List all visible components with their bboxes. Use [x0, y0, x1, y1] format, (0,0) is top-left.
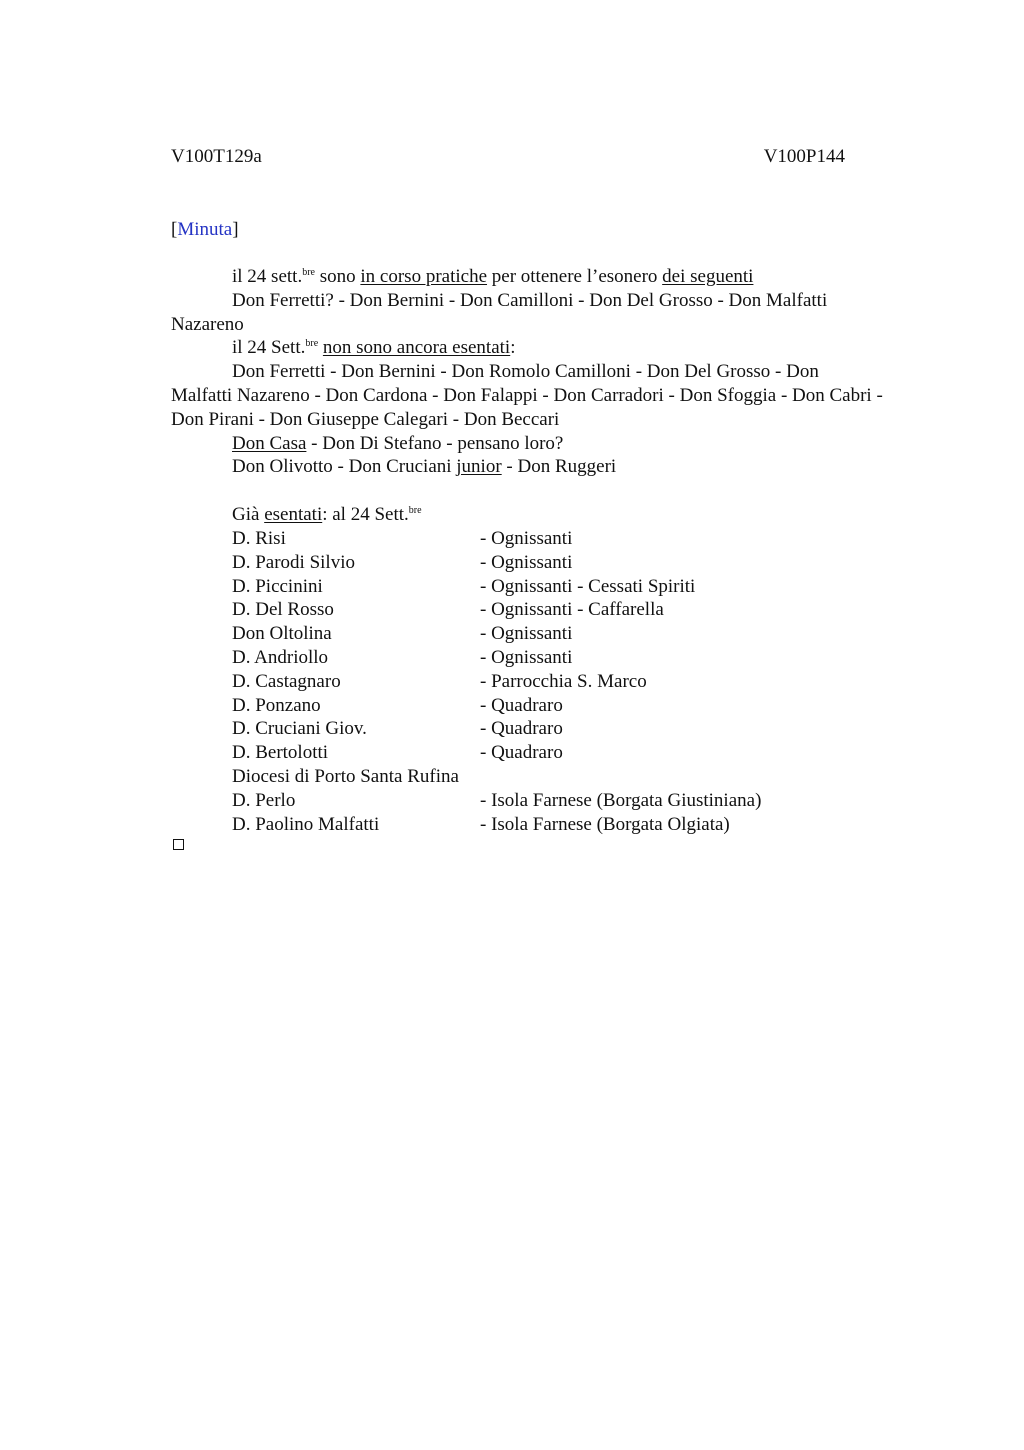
underlined-text: dei seguenti	[662, 266, 754, 287]
list-item	[232, 575, 872, 599]
open-bracket: [	[171, 219, 178, 240]
text-run: Già	[232, 504, 265, 525]
paragraph-pending-list: Don Ferretti? - Don Bernini - Don Camilloni - Don Del Grosso - Don Malfatti Nazareno	[171, 289, 828, 335]
date-superscript: bre	[408, 505, 422, 516]
priest-name: D. Parodi Silvio	[232, 551, 355, 573]
parish-place: - Isola Farnese (Borgata Olgiata)	[480, 813, 730, 835]
end-marker-box-icon	[173, 839, 184, 850]
minuta-link[interactable]: Minuta	[177, 219, 233, 240]
list-item	[232, 551, 872, 575]
priest-name: D. Ponzano	[232, 694, 321, 716]
priest-name: D. Perlo	[232, 789, 296, 811]
list-item	[232, 694, 872, 718]
paragraph-in-progress	[171, 265, 883, 289]
parish-place: - Isola Farnese (Borgata Giustiniana)	[480, 789, 762, 811]
underlined-text: junior	[456, 456, 502, 478]
paragraph-olivotto	[171, 455, 883, 479]
exempt-heading	[232, 503, 422, 527]
text-run: Don Olivotto - Don Cruciani	[232, 456, 457, 478]
parish-place: - Ognissanti - Caffarella	[480, 599, 664, 621]
date-superscript: bre	[305, 338, 319, 350]
parish-place: - Quadraro	[480, 694, 563, 716]
diocese-heading: Diocesi di Porto Santa Rufina	[232, 765, 459, 787]
list-item	[232, 646, 872, 670]
text-run: per ottenere l’esonero	[487, 266, 663, 287]
date-text: il 24 sett.	[232, 266, 303, 287]
priest-name: D. Bertolotti	[232, 742, 329, 764]
priest-name: Don Oltolina	[232, 623, 332, 645]
list-item	[232, 670, 872, 694]
close-bracket: ]	[232, 219, 239, 240]
list-item	[232, 717, 872, 741]
page-header	[171, 146, 845, 170]
list-item	[232, 598, 872, 622]
list-item	[232, 622, 872, 646]
paragraph-not-exempt-list: Don Ferretti - Don Bernini - Don Romolo Camilloni - Don Del Grosso - Don Malfatti Nazareno - Don Cardona - Don Falappi - Don Carradori - Don Sfoggia - Don Cabri - Don Pirani - Don Giuseppe Calegari - Don Beccari	[171, 361, 883, 430]
list-item	[232, 789, 872, 813]
priest-name: D. Piccinini	[232, 575, 323, 597]
parish-place: - Ognissanti	[480, 551, 573, 573]
date-superscript: bre	[302, 267, 315, 278]
list-item	[232, 813, 872, 837]
paragraph-casa	[171, 432, 883, 456]
priest-name: D. Cruciani Giov.	[232, 718, 367, 740]
page-code: V100P144	[763, 146, 845, 167]
underlined-text: esentati	[264, 504, 323, 525]
text-run: - Don Ruggeri	[501, 456, 617, 478]
paragraph-not-exempt	[171, 336, 883, 360]
list-item	[232, 527, 872, 551]
date-text: il 24 Sett.	[232, 337, 306, 359]
parish-place: - Quadraro	[480, 718, 563, 740]
parish-place: - Ognissanti - Cessati Spiriti	[480, 575, 696, 597]
text-run: :	[510, 337, 516, 359]
parish-place: - Quadraro	[480, 742, 563, 764]
priest-name: D. Del Rosso	[232, 599, 334, 621]
exempt-list	[232, 527, 872, 836]
underlined-text: Don Casa	[232, 432, 307, 454]
parish-place: - Parrocchia S. Marco	[480, 670, 647, 692]
minuta-label	[171, 218, 239, 242]
priest-name: D. Paolino Malfatti	[232, 813, 380, 835]
priest-name: D. Risi	[232, 528, 286, 549]
parish-place: - Ognissanti	[480, 623, 573, 645]
list-item	[232, 765, 872, 789]
underlined-text: in corso pratiche	[360, 266, 488, 287]
text-run: : al 24 Sett.	[322, 504, 409, 525]
body-text	[171, 265, 883, 479]
list-item	[232, 741, 872, 765]
priest-name: D. Andriollo	[232, 646, 329, 668]
priest-name: D. Castagnaro	[232, 670, 341, 692]
text-run: - Don Di Stefano - pensano loro?	[306, 432, 564, 454]
parish-place: - Ognissanti	[480, 646, 573, 668]
underlined-text: non sono ancora esentati	[322, 337, 511, 359]
text-run: sono	[314, 266, 361, 287]
document-code: V100T129a	[171, 146, 262, 167]
parish-place: - Ognissanti	[480, 528, 573, 549]
